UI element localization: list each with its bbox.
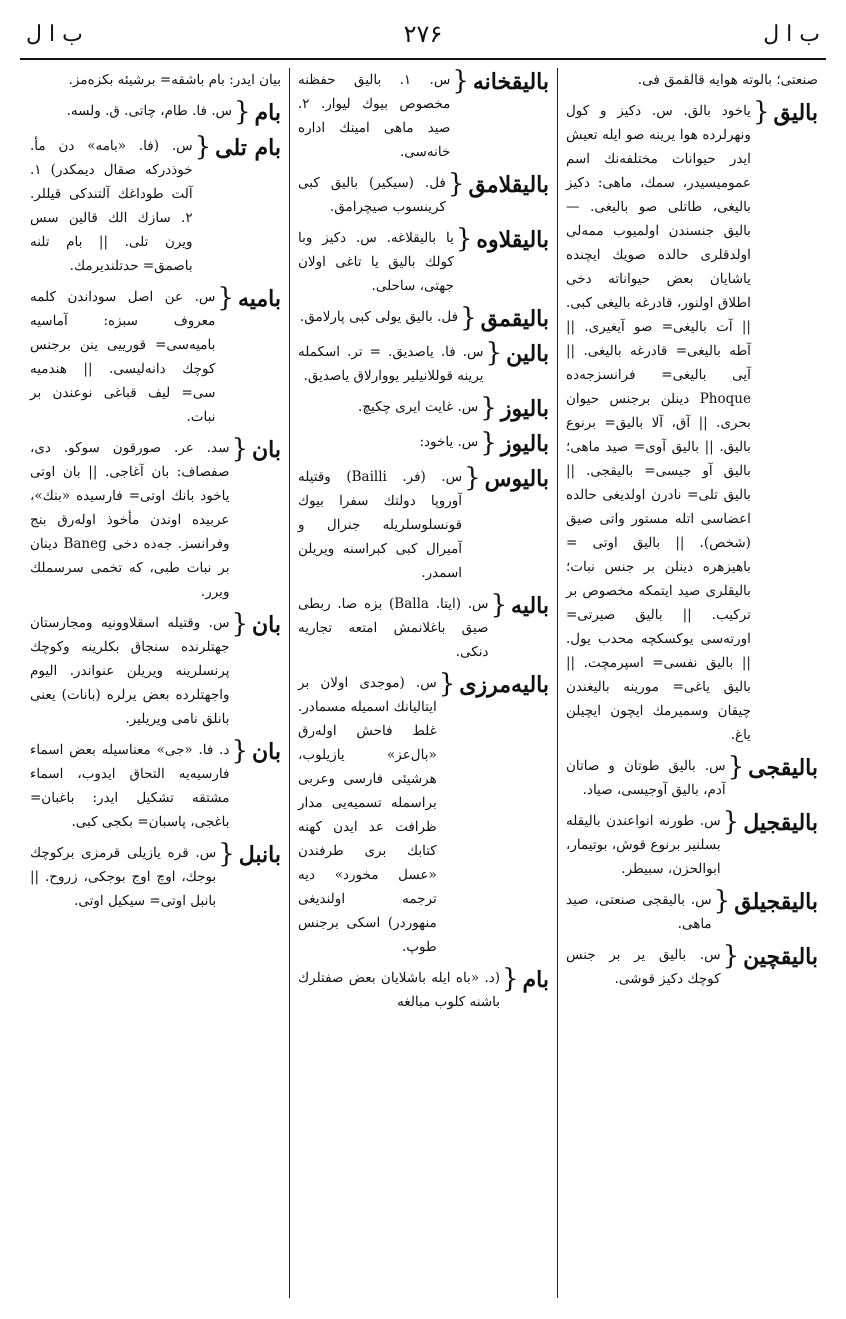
brace-icon: { [722, 807, 740, 837]
entry-headword: بالیوز [500, 431, 549, 457]
brace-icon: { [452, 68, 469, 96]
entry-definition: س. عن اصل سوداندن کلمه معروف سبزه: آماسیه بامیه‌سی= قورییی ینن برجنس کوچك دانه‌لیسی. || هندمیه سی= لیف قباغی نوعندن بر نبات. [30, 289, 216, 425]
dictionary-entry [30, 436, 281, 604]
entry-definition: س. ۱. بالیق حفظنه مخصوص بیوك لیوار. ۲. صید ماهی امینك اداره خانه‌سی. [298, 72, 451, 160]
dictionary-entry [566, 754, 818, 802]
dictionary-entry [298, 171, 549, 219]
dictionary-entry [566, 943, 818, 991]
continuation-text: بیان ایدر: بام باشقه= برشیئه بکزه‌مز. [68, 72, 281, 88]
page-number: ۲۷۶ [403, 20, 443, 48]
entry-headword: بانبل [238, 842, 281, 868]
entry-headword: بان [252, 739, 281, 765]
entry-definition: س. فا. طام، چاتی. ق. ولسه. [66, 103, 232, 119]
entry-headword: بالیوس [484, 466, 549, 492]
running-head-left: ب ا ل [26, 21, 83, 47]
entry-definition: سد. عر. صورقون سوکو. دی، صفصاف: بان آغاجی. || بان اوتی یاخود بانك اوتی= فارسیده «بنك»، عربیده اوندن مأخوذ اوله‌رق بنج وفرانسز. جه‌ده دخی Baneg دینان بر نبات طبی، که تخمی سرسملك ویرر. [30, 440, 230, 600]
dictionary-entry [298, 465, 549, 585]
entry-headword: بالیقخانه [472, 69, 549, 95]
entry-headword: بامیه [237, 286, 281, 312]
entry-definition: س. (فا. «بامه» دن مأ. خوذدرکه صقال دیمکدر) ۱. آلت طوداغك آلتندکی قیللر. ۲. سازك الك قالین سس ویرن تلی. || بام تلنه باصمق= حدتلندیرمك. [30, 138, 193, 274]
dictionary-entry [30, 134, 281, 278]
brace-icon: { [460, 303, 477, 333]
running-head-right: ب ا ل [763, 21, 820, 47]
entry-headword: بالیقجی [748, 755, 818, 781]
continuation-text: صنعتی؛ بالوته هوایه قالقمق فی. [637, 72, 818, 88]
text-columns [20, 68, 826, 1298]
entry-definition: س. فا. یاصدیق. = تر. اسکمله یرینه قوللانیلیر یووارلاق یاصدیق. [298, 344, 484, 384]
entry-definition: فل. بالیق یولی کبی پارلامق. [299, 309, 459, 325]
dictionary-entry [30, 285, 281, 429]
entry-headword: بان [252, 612, 281, 638]
entry-headword: بالیقلامق [468, 172, 549, 198]
dictionary-entry [298, 592, 549, 664]
dictionary-entry [298, 671, 549, 959]
brace-icon: { [234, 97, 251, 127]
dictionary-entry [298, 226, 549, 298]
entry-headword: بام [254, 100, 281, 126]
brace-icon: { [490, 590, 508, 620]
entry-headword: بالیقجیل [743, 810, 818, 836]
entry-headword: بالیه [511, 593, 549, 619]
dictionary-entry [566, 809, 818, 881]
brace-icon: { [464, 463, 481, 493]
entry-definition: س. (موجدی اولان بر ایتالیانك اسمیله مسمادر. غلط فاحش اولەرق «بال‌عز» یازیلوب، هرشیئی فارسی وعربی براسمله تسمیه‌یی مدار ظرافت عد ایدن کهنه کتابك بری طرفندن «عسل مخورد» دیه ترجمه اولندیغی منهوردر) اسکی برجنس طوپ. [298, 675, 437, 955]
header-rule [20, 58, 826, 60]
entry-headword: بالیقچین [743, 944, 818, 970]
entry-definition: س. بالیق یر بر جنس کوچك دکیز قوشی. [566, 947, 721, 987]
dictionary-entry [30, 99, 281, 127]
entry-definition: س. وقتیله اسقلاوونیه ومجارستان جهتلرنده سنجاق بکلرینه وکوچك پرنسلرینه ویریلن عنواندر. الیوم واجهتلرده بعض یرلره (بانات) یعنی بانلق نامی ویریلیر. [30, 615, 230, 727]
entry-headword: بالیقمق [480, 306, 549, 332]
brace-icon: { [485, 338, 503, 368]
brace-icon: { [713, 886, 731, 916]
entry-definition: س. غایت ایری چکیچ. [358, 399, 479, 415]
dictionary-entry [566, 888, 818, 936]
brace-icon: { [231, 736, 249, 766]
brace-icon: { [438, 669, 456, 699]
dictionary-entry [298, 340, 549, 388]
dictionary-entry [566, 99, 818, 747]
entry-definition: س. طورنه انواعندن بالیقله بسلنیر برنوع قوش، بوتیمار، ابوالحزن، سبیطر. [566, 813, 721, 877]
entry-headword: بالیه‌مرزی [459, 672, 549, 698]
brace-icon: { [231, 609, 249, 639]
brace-icon: { [752, 97, 770, 127]
dictionary-entry [30, 841, 281, 913]
dictionary-entry [298, 395, 549, 423]
entry-definition: س. یاخود: [419, 434, 479, 450]
dictionary-entry [298, 966, 549, 1014]
entry-definition: س. قره یازیلی قرمزی برکوچك بوجك، اوچ اوج بوجکی، زروح. || بانبل اوتی= سیکیل اوتی. [30, 845, 217, 909]
entry-headword: بام تلی [215, 135, 281, 161]
dictionary-entry [30, 611, 281, 731]
entry-definition: یا بالیقلاغه. س. دکیز وبا کولك بالیق یا تاغی اولان جهتی، ساحلی. [298, 230, 454, 294]
brace-icon: { [727, 752, 745, 782]
entry-headword: بالیقجیلق [734, 889, 818, 915]
entry-headword: بام [522, 967, 549, 993]
entry-headword: بالیقلاوه [476, 227, 549, 253]
dictionary-entry [298, 68, 549, 164]
brace-icon: { [231, 434, 249, 464]
brace-icon: { [194, 132, 212, 162]
entry-headword: بان [252, 437, 281, 463]
entry-definition: د. فا. «جی» معناسیله بعض اسماء فارسیه‌یه التحاق ایدوب، اسماء مشتقه تشکیل ایدر: باغبان= باغجی، پاسبان= بکجی کبی. [30, 742, 230, 830]
column-left [22, 68, 290, 1298]
entry-definition: فل. (سیکیر) بالیق کبی کرینسوب صیچرامق. [298, 175, 446, 215]
brace-icon: { [722, 941, 740, 971]
entry-definition: (د. «باه ایله باشلایان بعض صفتلرك باشنه کلوب مبالغه [298, 970, 500, 1010]
entry-definition: یاخود بالق. س. دکیز و کول ونهرلرده هوا یرینه صو ایله تعیش ایدر حیوانات مختلفه‌نك اسم عمومیسیدر، سمك، ماهی: دکیز بالیغی، طاتلی صو بالیغی. — بالیق جنسندن اولمیوب ممه‌لی اولدقلری حالده صویك ایچنده یاشایان بعض حیواناته دخی اطلاق اولنور، قادرغه بالیغی کبی. || آت بالیغی= صو آیغیری. || آطه بالیغی= قادرغه بالیغی. || آیی بالیغی= فرانسزجه‌ده Phoque دینلن برجنس حیوان بحری. || آق، آلا بالیق= برنوع بالیق. || بالیق آوی= صید ماهی؛ بالیق آو جیسی= بالیقجی. || بالیق تلی= نادرن اولدیغی حالده اعضاسی اتله مستور واتی صیق (شخص). || بالیق اوتی = باهیزهره دینلن بر جنس نبات؛ بالیقلری صید ایتمکه مخصوص بر ترکیب. || بالیق صیرتی= اورته‌سی یوکسکچه محدب یول. || بالیق نفسی= اسپرمچت. || بالیق یاغی= مورینه بالیغندن چیقان وسمیرمك ایچون ایچیلن یاغ. [566, 103, 751, 743]
dictionary-entry [298, 430, 549, 458]
dictionary-entry [298, 305, 549, 333]
dictionary-entry [30, 738, 281, 834]
entry-headword: بالیق [773, 100, 818, 126]
entry-definition: س. (ایتا. Balla) بزه صا. ربطی صیق باغلانمش امتعه تجاریه دنکی. [298, 596, 489, 660]
brace-icon: { [447, 169, 465, 199]
brace-icon: { [218, 839, 235, 869]
column-middle [290, 68, 558, 1298]
brace-icon: { [455, 224, 473, 254]
entry-definition: س. بالیقجی صنعتی، صید ماهی. [566, 892, 712, 932]
entry-definition: س. (فر. Bailli) وقتیله آوروپا دولتك سفرا بیوك قونسلوسلریله جنرال و آمیرال کبی کبرا‌سنه ویریلن اسمدر. [298, 469, 463, 581]
column-right [558, 68, 826, 1298]
page-header [20, 14, 826, 54]
brace-icon: { [480, 393, 497, 423]
brace-icon: { [480, 428, 497, 458]
brace-icon: { [502, 964, 519, 994]
brace-icon: { [217, 283, 234, 313]
entry-headword: بالین [506, 341, 549, 367]
entry-headword: بالیوز [500, 396, 549, 422]
entry-definition: س. بالیق طوتان و صاتان آدم، بالیق آوجیسی، صیاد. [566, 758, 726, 798]
